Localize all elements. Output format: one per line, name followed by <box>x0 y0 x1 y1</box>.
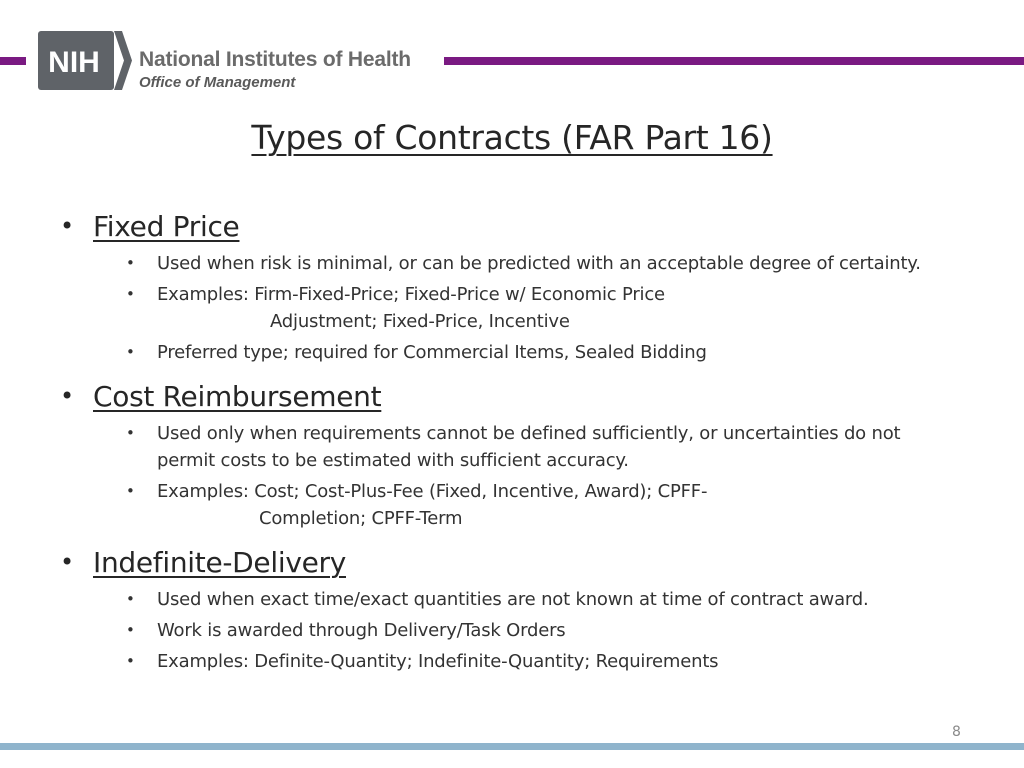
list-item <box>60 478 1000 532</box>
section-title: Cost Reimbursement <box>93 380 382 413</box>
section-indefinite-delivery <box>60 546 1000 679</box>
bullet-icon: • <box>60 212 75 240</box>
bullet-icon: • <box>126 652 135 670</box>
list-item-text: Used when risk is minimal, or can be predicted with an acceptable degree of certainty. <box>157 253 921 274</box>
bullet-icon: • <box>60 548 75 576</box>
list-item-continuation: Completion; CPFF-Term <box>259 508 463 529</box>
header-accent-bar-right <box>444 57 1024 65</box>
list-item <box>60 648 1000 675</box>
footer-accent-bar <box>0 743 1024 750</box>
page-number: 8 <box>952 724 961 740</box>
nih-logo <box>38 31 132 90</box>
list-item <box>60 420 1000 474</box>
list-item-continuation: permit costs to be estimated with sufficient accuracy. <box>157 450 629 471</box>
organization-name: National Institutes of Health <box>139 48 411 71</box>
bullet-icon: • <box>126 424 135 442</box>
bullet-icon: • <box>126 621 135 639</box>
list-item-text: Work is awarded through Delivery/Task Orders <box>157 620 566 641</box>
bullet-icon: • <box>126 285 135 303</box>
list-item <box>60 339 1000 366</box>
organization-subtitle: Office of Management <box>139 74 296 91</box>
list-item-text: Used only when requirements cannot be defined sufficiently, or uncertainties do not <box>157 423 901 444</box>
list-item-text: Examples: Cost; Cost-Plus-Fee (Fixed, Incentive, Award); CPFF- <box>157 481 708 502</box>
list-item <box>60 250 1000 277</box>
list-item <box>60 586 1000 613</box>
list-item <box>60 281 1000 335</box>
slide-title: Types of Contracts (FAR Part 16) <box>251 118 773 157</box>
bullet-icon: • <box>126 254 135 272</box>
nih-logo-text: NIH <box>48 46 100 79</box>
section-title: Indefinite-Delivery <box>93 546 346 579</box>
bullet-icon: • <box>126 343 135 361</box>
section-heading <box>60 210 1000 250</box>
list-item-text: Examples: Definite-Quantity; Indefinite-Quantity; Requirements <box>157 651 719 672</box>
header-accent-bar-left <box>0 57 26 65</box>
section-heading <box>60 546 1000 586</box>
section-title: Fixed Price <box>93 210 240 243</box>
section-cost-reimbursement <box>60 380 1000 536</box>
list-item-continuation: Adjustment; Fixed-Price, Incentive <box>270 311 570 332</box>
list-item-text: Examples: Firm-Fixed-Price; Fixed-Price w/ Economic Price <box>157 284 665 305</box>
list-item-text: Used when exact time/exact quantities are not known at time of contract award. <box>157 589 869 610</box>
list-item-text: Preferred type; required for Commercial Items, Sealed Bidding <box>157 342 707 363</box>
bullet-icon: • <box>60 382 75 410</box>
list-item <box>60 617 1000 644</box>
bullet-icon: • <box>126 590 135 608</box>
section-fixed-price <box>60 210 1000 370</box>
section-heading <box>60 380 1000 420</box>
bullet-icon: • <box>126 482 135 500</box>
